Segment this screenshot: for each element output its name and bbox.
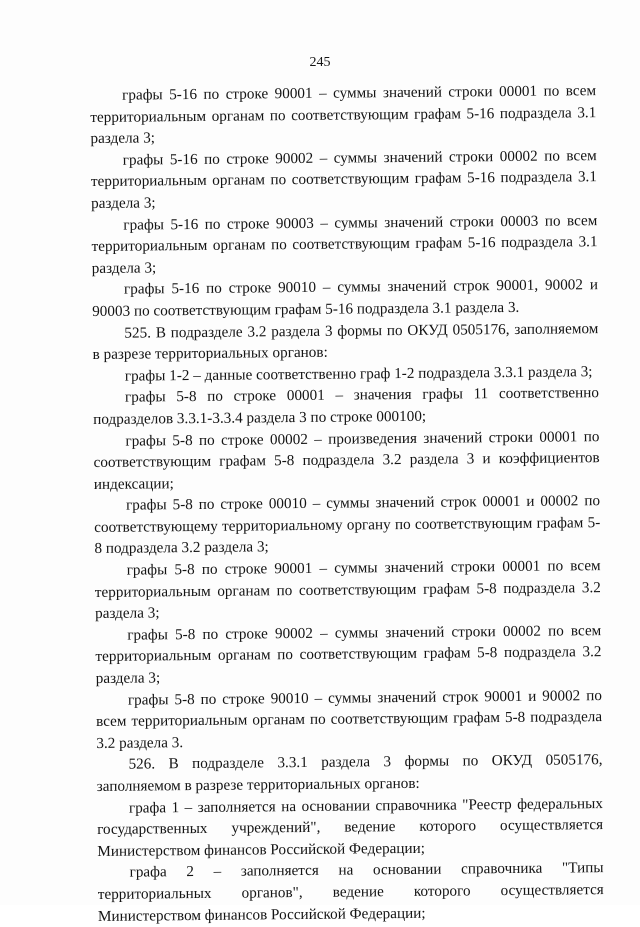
paragraph: графы 5-16 по строке 90003 – суммы значений строки 00003 по всем территориальным органам по соответствующим графам 5-16 подраздела 3.1 раздела 3; (91, 211, 598, 277)
paragraph: графа 1 – заполняется на основании справочника "Реестр федеральных государственных учреждений", ведение которого осуществляется Министерством финансов Российской Федерации; (97, 794, 604, 860)
paragraph: графы 5-16 по строке 90010 – суммы значений строк 90001, 90002 и 90003 по соответствующим графам 5-16 подраздела 3.1 раздела 3. (92, 276, 599, 320)
paragraph: графы 5-8 по строке 90010 – суммы значений строк 90001 и 90002 по всем территориальным органам по соответствующим графам 5-8 подраздела 3.2 раздела 3. (96, 686, 603, 752)
paragraph: графа 2 – заполняется на основании справочника "Типы территориальных органов", ведение которого осуществляется Министерством финансов Российской Федерации; (97, 859, 604, 925)
paragraph: графы 1-2 – данные соответственно граф 1-2 подраздела 3.3.1 раздела 3; (124, 362, 593, 385)
paragraph: графы 5-8 по строке 00010 – суммы значений строк 00001 и 00002 по соответствующему территориальному органу по соответствующим графам 5-8 подраздела 3.2 раздела 3; (94, 492, 601, 558)
paragraph: графы 5-8 по строке 90001 – суммы значений строки 00001 по всем территориальным органам по соответствующим графам 5-8 подраздела 3.2 раздела 3; (94, 557, 601, 623)
page-number: 245 (309, 55, 331, 70)
document-body (90, 80, 604, 927)
paragraph: графы 5-8 по строке 90002 – суммы значений строки 00002 по всем территориальным органам по соответствующим графам 5-8 подраздела 3.2 раздела 3; (95, 621, 602, 688)
paragraph: графы 5-8 по строке 00002 – произведения значений строки 00001 по соответствующим графам 5-8 подраздела 3.2 раздела 3 и коэффициентов индексации; (93, 427, 600, 493)
paragraph: 526. В подразделе 3.3.1 раздела 3 формы по ОКУД 0505176, заполняемом в разрезе территориальных органов: (96, 751, 603, 795)
paragraph: графы 5-16 по строке 90001 – суммы значений строки 00001 по всем территориальным органам по соответствующим графам 5-16 подраздела 3.1 раздела 3; (90, 82, 597, 148)
paragraph: графы 5-8 по строке 00001 – значения графы 11 соответственно подразделов 3.3.1-3.3.4 раздела 3 по строке 000100; (93, 384, 600, 428)
paragraph: графы 5-16 по строке 90002 – суммы значений строки 00002 по всем территориальным органам по соответствующим графам 5-16 подраздела 3.1 раздела 3; (90, 146, 597, 212)
paragraph: 525. В подразделе 3.2 раздела 3 формы по ОКУД 0505176, заполняемом в разрезе территориальных органов: (92, 319, 599, 364)
